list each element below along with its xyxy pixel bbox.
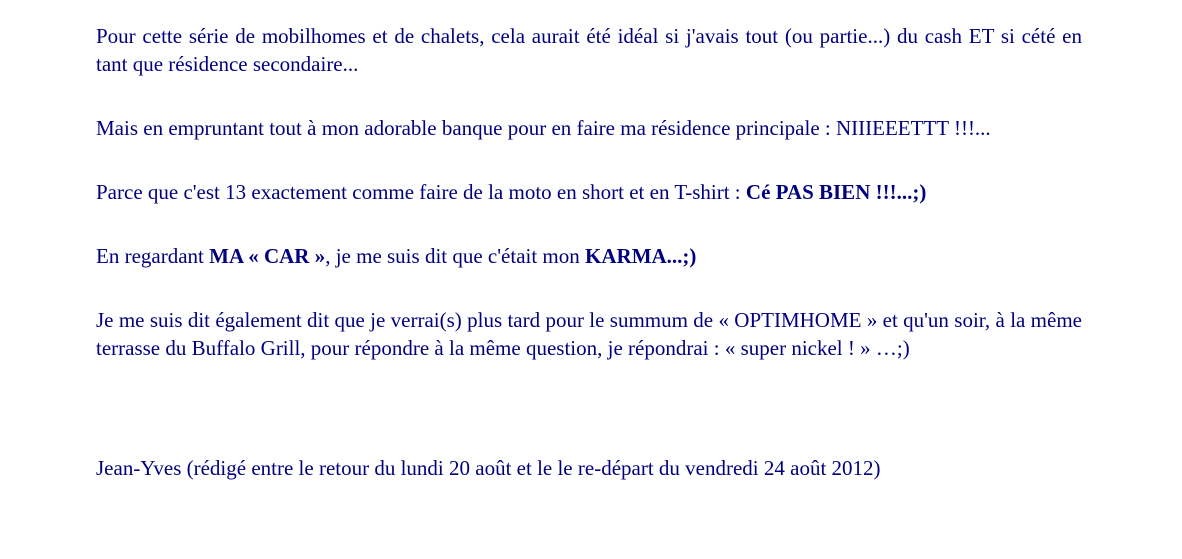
paragraph-optimhome: Je me suis dit également dit que je verrai(s) plus tard pour le summum de « OPTIMHOME » et qu'un soir, à la même terrasse du Buffalo Grill, pour répondre à la même question, je répondrai : « super nickel ! » …;) <box>96 308 1082 360</box>
paragraph-moto-bold: Cé PAS BIEN !!!...;) <box>745 180 927 204</box>
signature: Jean-Yves (rédigé entre le retour du lundi 20 août et le le re-départ du vendredi 24 août 2012) <box>96 456 881 480</box>
document-body <box>96 22 1082 482</box>
paragraph-cash: Pour cette série de mobilhomes et de chalets, cela aurait été idéal si j'avais tout (ou partie...) du cash ET si cété en tant que résidence secondaire... <box>96 24 1082 76</box>
paragraph-karma-bold-2: KARMA...;) <box>585 244 697 268</box>
paragraph-karma-text-1: En regardant <box>96 244 210 268</box>
paragraph-moto-text: Parce que c'est 13 exactement comme faire de la moto en short et en T-shirt : <box>96 180 746 204</box>
paragraph-karma-text-2: , je me suis dit que c'était mon <box>325 244 586 268</box>
paragraph-moto <box>96 178 1082 206</box>
paragraph-karma-bold-1: MA « CAR » <box>209 244 326 268</box>
paragraph-karma <box>96 242 1082 270</box>
paragraph-bank-loan: Mais en empruntant tout à mon adorable banque pour en faire ma résidence principale : NIIIEEETTT !!!... <box>96 116 991 140</box>
